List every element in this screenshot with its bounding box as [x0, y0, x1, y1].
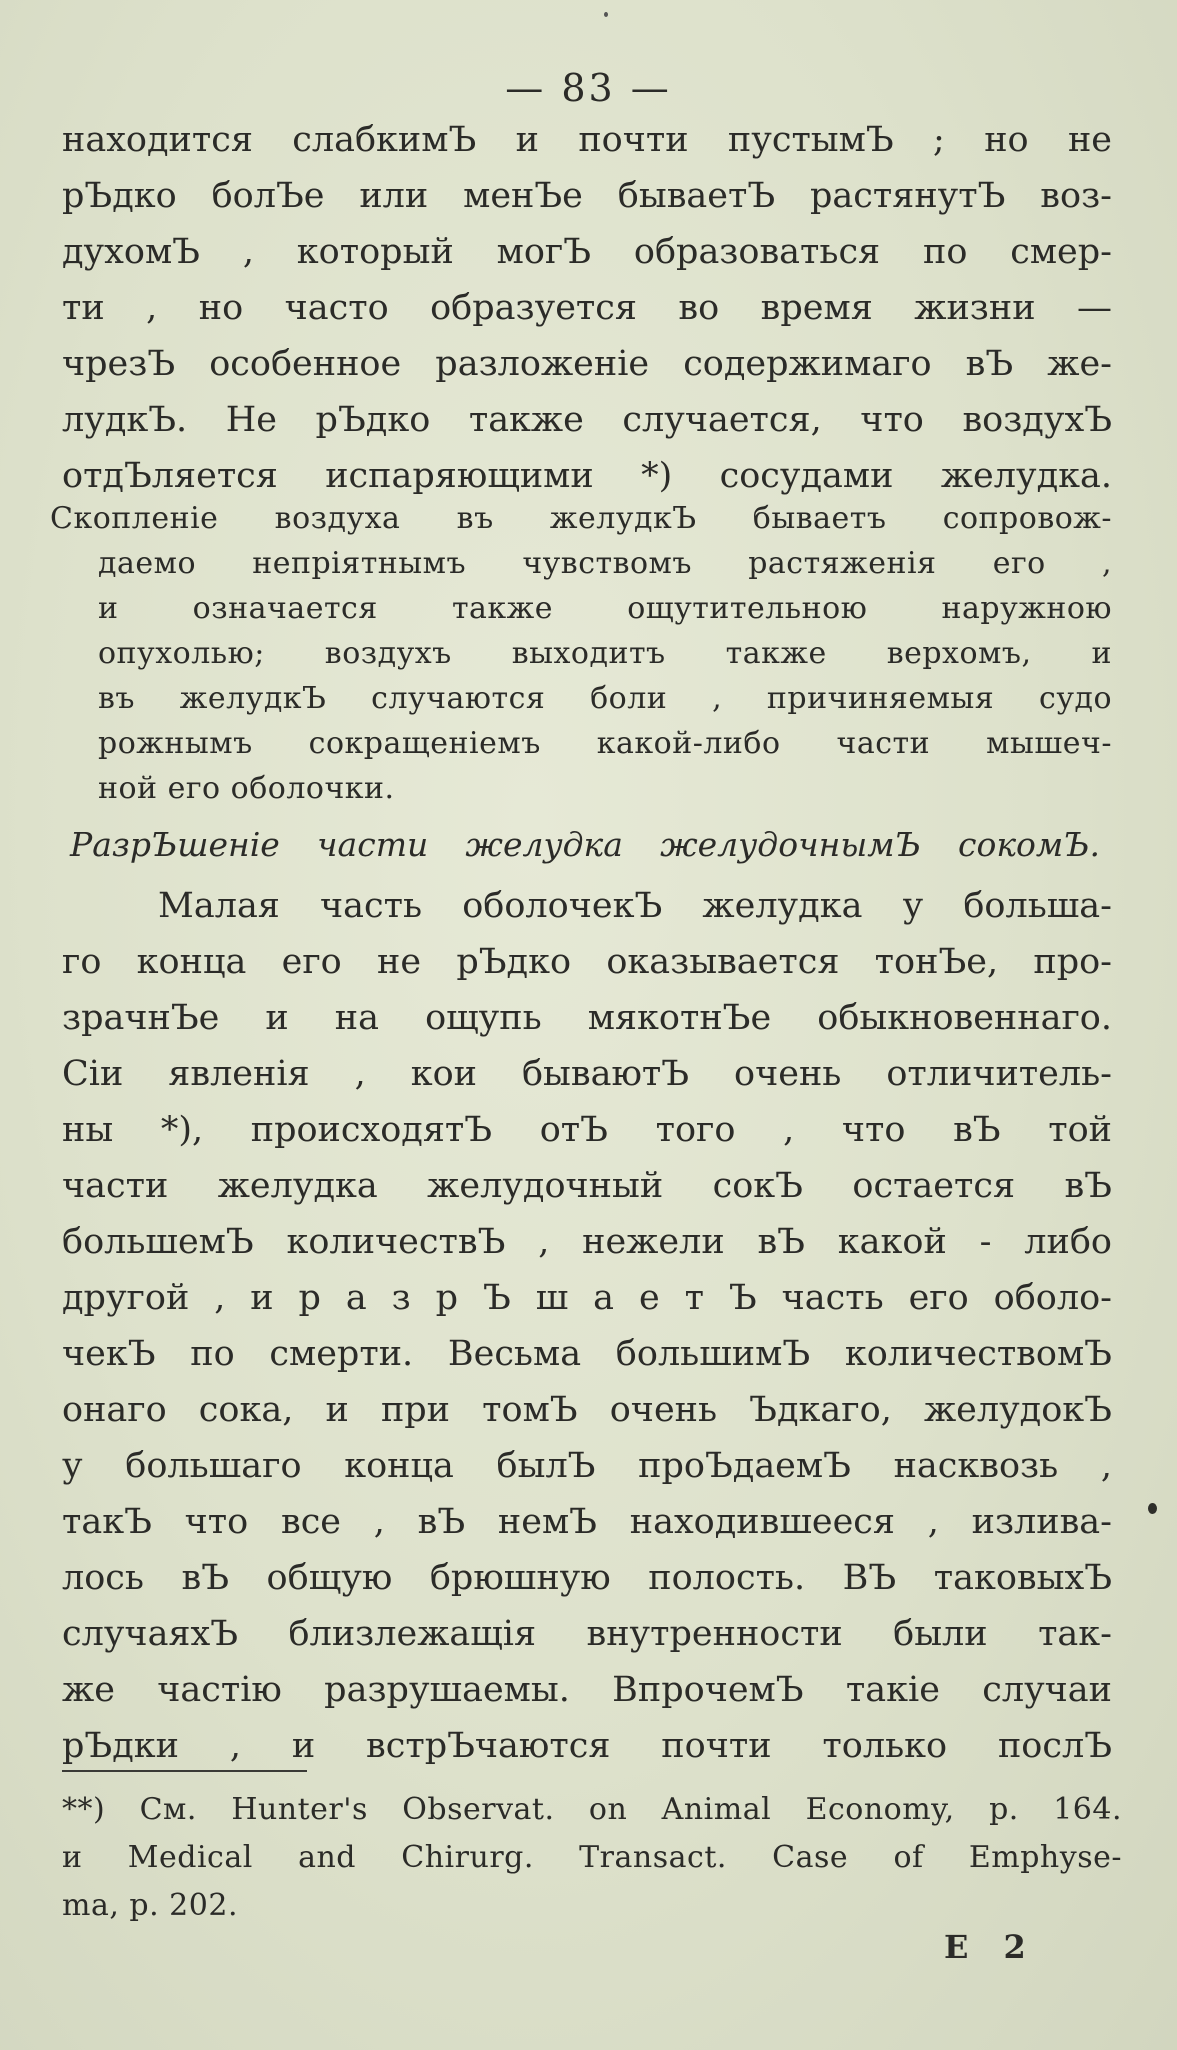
- small-print-note: [50, 496, 1112, 811]
- section-heading: РазрЪшенiе части желудка желудочнымЪ сокомЪ.: [70, 825, 1100, 864]
- text-line: у большаго конца былЪ проЪдаемЪ насквозь ,: [62, 1446, 1112, 1486]
- text-line: рЪдки , и встрЪчаются почти только послЪ: [62, 1726, 1112, 1766]
- footnote-line: **) См. Hunter's Observat. on Animal Economy, p. 164.: [62, 1792, 1122, 1827]
- text-line: даемо непрiятнымъ чувствомъ растяженiя его ,: [98, 546, 1112, 581]
- text-line: рЪдко болЪе или менЪе бываетЪ растянутЪ воз-: [62, 176, 1112, 216]
- text-line: же частiю разрушаемы. ВпрочемЪ такiе случаи: [62, 1670, 1112, 1710]
- text-line: ны *), происходятЪ отЪ того , что вЪ той: [62, 1110, 1112, 1150]
- text-line: ной его оболочки.: [98, 771, 395, 806]
- paragraph-air-in-stomach: [62, 112, 1112, 504]
- text-line: онаго сока, и при томЪ очень Ъдкаго, желудокЪ: [62, 1390, 1112, 1430]
- text-line: такЪ что все , вЪ немЪ находившееся , излива-: [62, 1502, 1112, 1542]
- ink-spot: [1148, 1503, 1157, 1514]
- footnote-divider: [62, 1770, 307, 1772]
- text-line: го конца его не рЪдко оказывается тонЪе, про-: [62, 942, 1112, 982]
- text-line: рожнымъ сокращенiемъ какой-либо части мышеч-: [98, 726, 1112, 761]
- margin-speck: [604, 12, 608, 17]
- printer-signature-mark: E 2: [944, 1928, 1038, 1966]
- text-line: Сiи явленiя , кои бываютЪ очень отличитель-: [62, 1054, 1112, 1094]
- text-line: случаяхЪ близлежащiя внутренности были так-: [62, 1614, 1112, 1654]
- text-line: большемЪ количествЪ , нежели вЪ какой - либо: [62, 1222, 1112, 1262]
- text-line: ти , но часто образуется во время жизни —: [62, 288, 1112, 328]
- text-line: и означается также ощутительною наружною: [98, 591, 1112, 626]
- footnote-line: и Medical and Chirurg. Transact. Case of Emphyse-: [62, 1840, 1122, 1875]
- text-line: части желудка желудочный сокЪ остается вЪ: [62, 1166, 1112, 1206]
- text-line: находится слабкимЪ и почти пустымЪ ; но не: [62, 120, 1112, 160]
- page-number: — 83 —: [505, 66, 672, 110]
- text-line: чрезЪ особенное разложенiе содержимаго вЪ же-: [62, 344, 1112, 384]
- text-line: опухолью; воздухъ выходитъ также верхомъ, и: [98, 636, 1112, 671]
- text-line: лудкЪ. Не рЪдко также случается, что воздухЪ: [62, 400, 1112, 440]
- text-line: духомЪ , который могЪ образоваться по смер-: [62, 232, 1112, 272]
- text-line: въ желудкЪ случаются боли , причиняемыя судо: [98, 681, 1112, 716]
- text-line: Малая часть оболочекЪ желудка у большa-: [158, 886, 1112, 926]
- text-line: отдЪляется испаряющими *) сосудами желудка.: [62, 456, 1112, 496]
- text-line: чекЪ по смерти. Весьма большимЪ количествомЪ: [62, 1334, 1112, 1374]
- text-line: Скопленiе воздуха въ желудкЪ бываетъ сопровож-: [50, 501, 1112, 536]
- text-line: зрачнЪе и на ощупь мякотнЪе обыкновеннаго.: [62, 998, 1112, 1038]
- footnote: [62, 1786, 1122, 1930]
- paragraph-stomach-digestion: [62, 878, 1112, 1774]
- text-line: другой , и р а з р Ъ ш а е т Ъ часть его оболо-: [62, 1278, 1112, 1318]
- footnote-line: ma, p. 202.: [62, 1888, 238, 1923]
- text-line: лось вЪ общую брюшную полость. ВЪ таковыхЪ: [62, 1558, 1112, 1598]
